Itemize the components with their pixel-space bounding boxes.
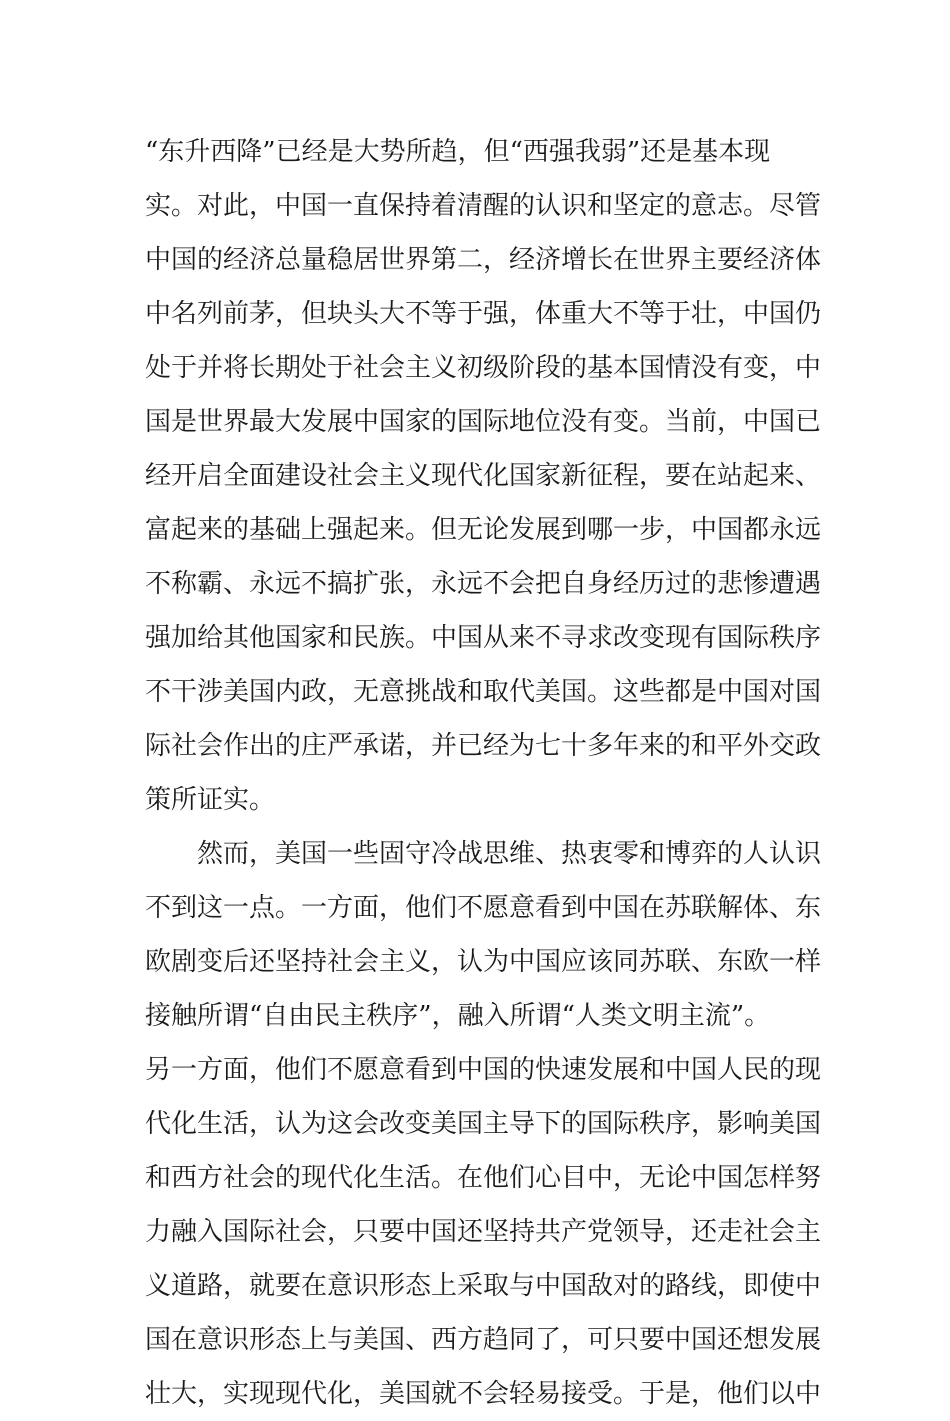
text-line: 不干涉美国内政，无意挑战和取代美国。这些都是中国对国 (145, 677, 822, 707)
text-line: 实。对此，中国一直保持着清醒的认识和坚定的意志。尽管 (145, 191, 822, 221)
text-line: 接触所谓“自由民主秩序”，融入所谓“人类文明主流”。 (145, 1001, 771, 1031)
text-line: “东升西降”已经是大势所趋，但“西强我弱”还是基本现 (145, 137, 771, 167)
text-line: 力融入国际社会，只要中国还坚持共产党领导，还走社会主 (145, 1217, 822, 1247)
text-line: 富起来的基础上强起来。但无论发展到哪一步，中国都永远 (145, 515, 822, 545)
text-line: 不到这一点。一方面，他们不愿意看到中国在苏联解体、东 (145, 893, 822, 923)
text-line: 壮大，实现现代化，美国就不会轻易接受。于是，他们以中 (145, 1379, 822, 1409)
text-line: 国是世界最大发展中国家的国际地位没有变。当前，中国已 (145, 407, 822, 437)
text-line: 国在意识形态上与美国、西方趋同了，可只要中国还想发展 (145, 1325, 822, 1355)
text-line: 另一方面，他们不愿意看到中国的快速发展和中国人民的现 (145, 1055, 822, 1085)
text-line: 然而，美国一些固守冷战思维、热衷零和博弈的人认识 (145, 839, 822, 869)
body-text (145, 125, 825, 1421)
text-line: 和西方社会的现代化生活。在他们心目中，无论中国怎样努 (145, 1163, 822, 1193)
text-line: 处于并将长期处于社会主义初级阶段的基本国情没有变，中 (145, 353, 822, 383)
text-line: 义道路，就要在意识形态上采取与中国敌对的路线，即使中 (145, 1271, 822, 1301)
text-line: 策所证实。 (145, 785, 276, 815)
text-line: 中国的经济总量稳居世界第二，经济增长在世界主要经济体 (145, 245, 822, 275)
text-line: 不称霸、永远不搞扩张，永远不会把自身经历过的悲惨遭遇 (145, 569, 822, 599)
text-line: 际社会作出的庄严承诺，并已经为七十多年来的和平外交政 (145, 731, 822, 761)
text-line: 欧剧变后还坚持社会主义，认为中国应该同苏联、东欧一样 (145, 947, 822, 977)
text-line: 经开启全面建设社会主义现代化国家新征程，要在站起来、 (145, 461, 822, 491)
text-line: 代化生活，认为这会改变美国主导下的国际秩序，影响美国 (145, 1109, 822, 1139)
text-line: 中名列前茅，但块头大不等于强，体重大不等于壮，中国仍 (145, 299, 822, 329)
text-line: 强加给其他国家和民族。中国从来不寻求改变现有国际秩序 (145, 623, 822, 653)
